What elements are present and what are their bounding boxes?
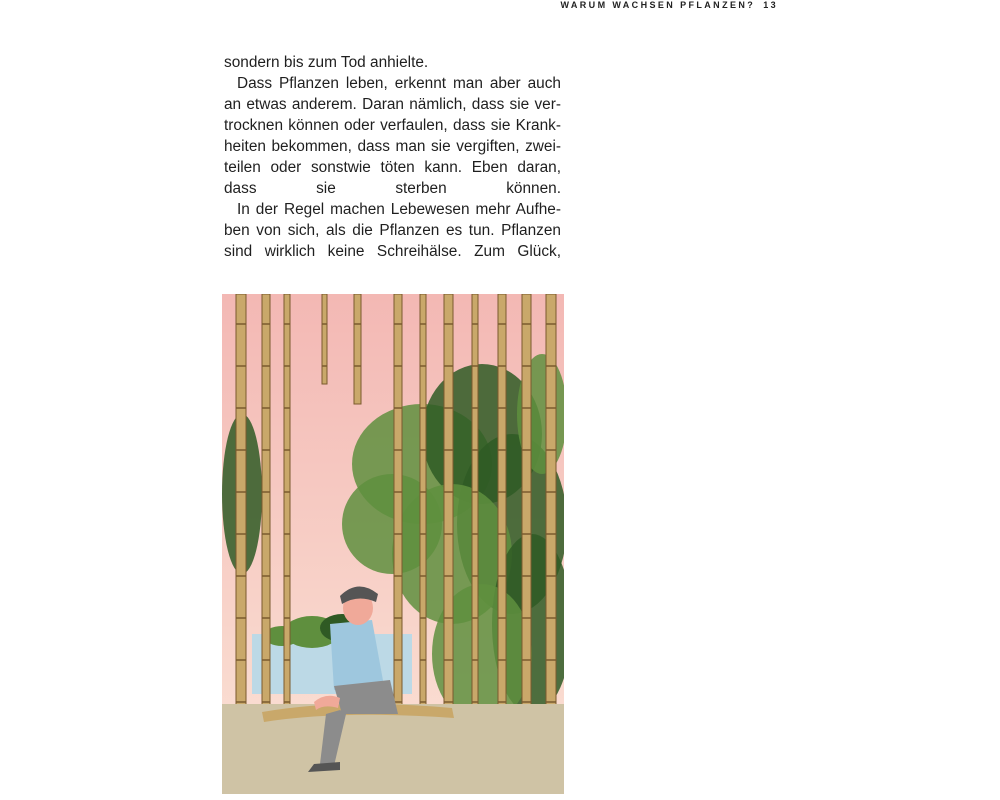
running-header	[560, 0, 778, 10]
paragraph-2: Dass Pflanzen leben, erkennt man aber auch an etwas anderem. Daran nämlich, dass sie vertrocknen können oder verfaulen, dass sie Krankheiten bekommen, dass man sie vergiften, zweiteilen oder sonstwie töten kann. Eben daran, dass sie sterben können.	[224, 75, 561, 197]
bamboo-forest-illustration	[222, 294, 564, 794]
bamboo-stalk	[354, 294, 361, 404]
bamboo-stalk	[322, 294, 327, 384]
man-trousers	[334, 680, 398, 714]
page-number: 13	[763, 0, 778, 10]
illustration-canvas	[222, 294, 564, 794]
chapter-title: WARUM WACHSEN PFLANZEN?	[560, 0, 756, 10]
body-text	[224, 52, 561, 262]
paragraph-1: sondern bis zum Tod anhielte.	[224, 54, 429, 71]
paragraph-3: In der Regel machen Lebewesen mehr Aufheben von sich, als die Pflanzen es tun. Pflanzen sind wirklich keine Schreihälse. Zum Glück,	[224, 201, 561, 260]
